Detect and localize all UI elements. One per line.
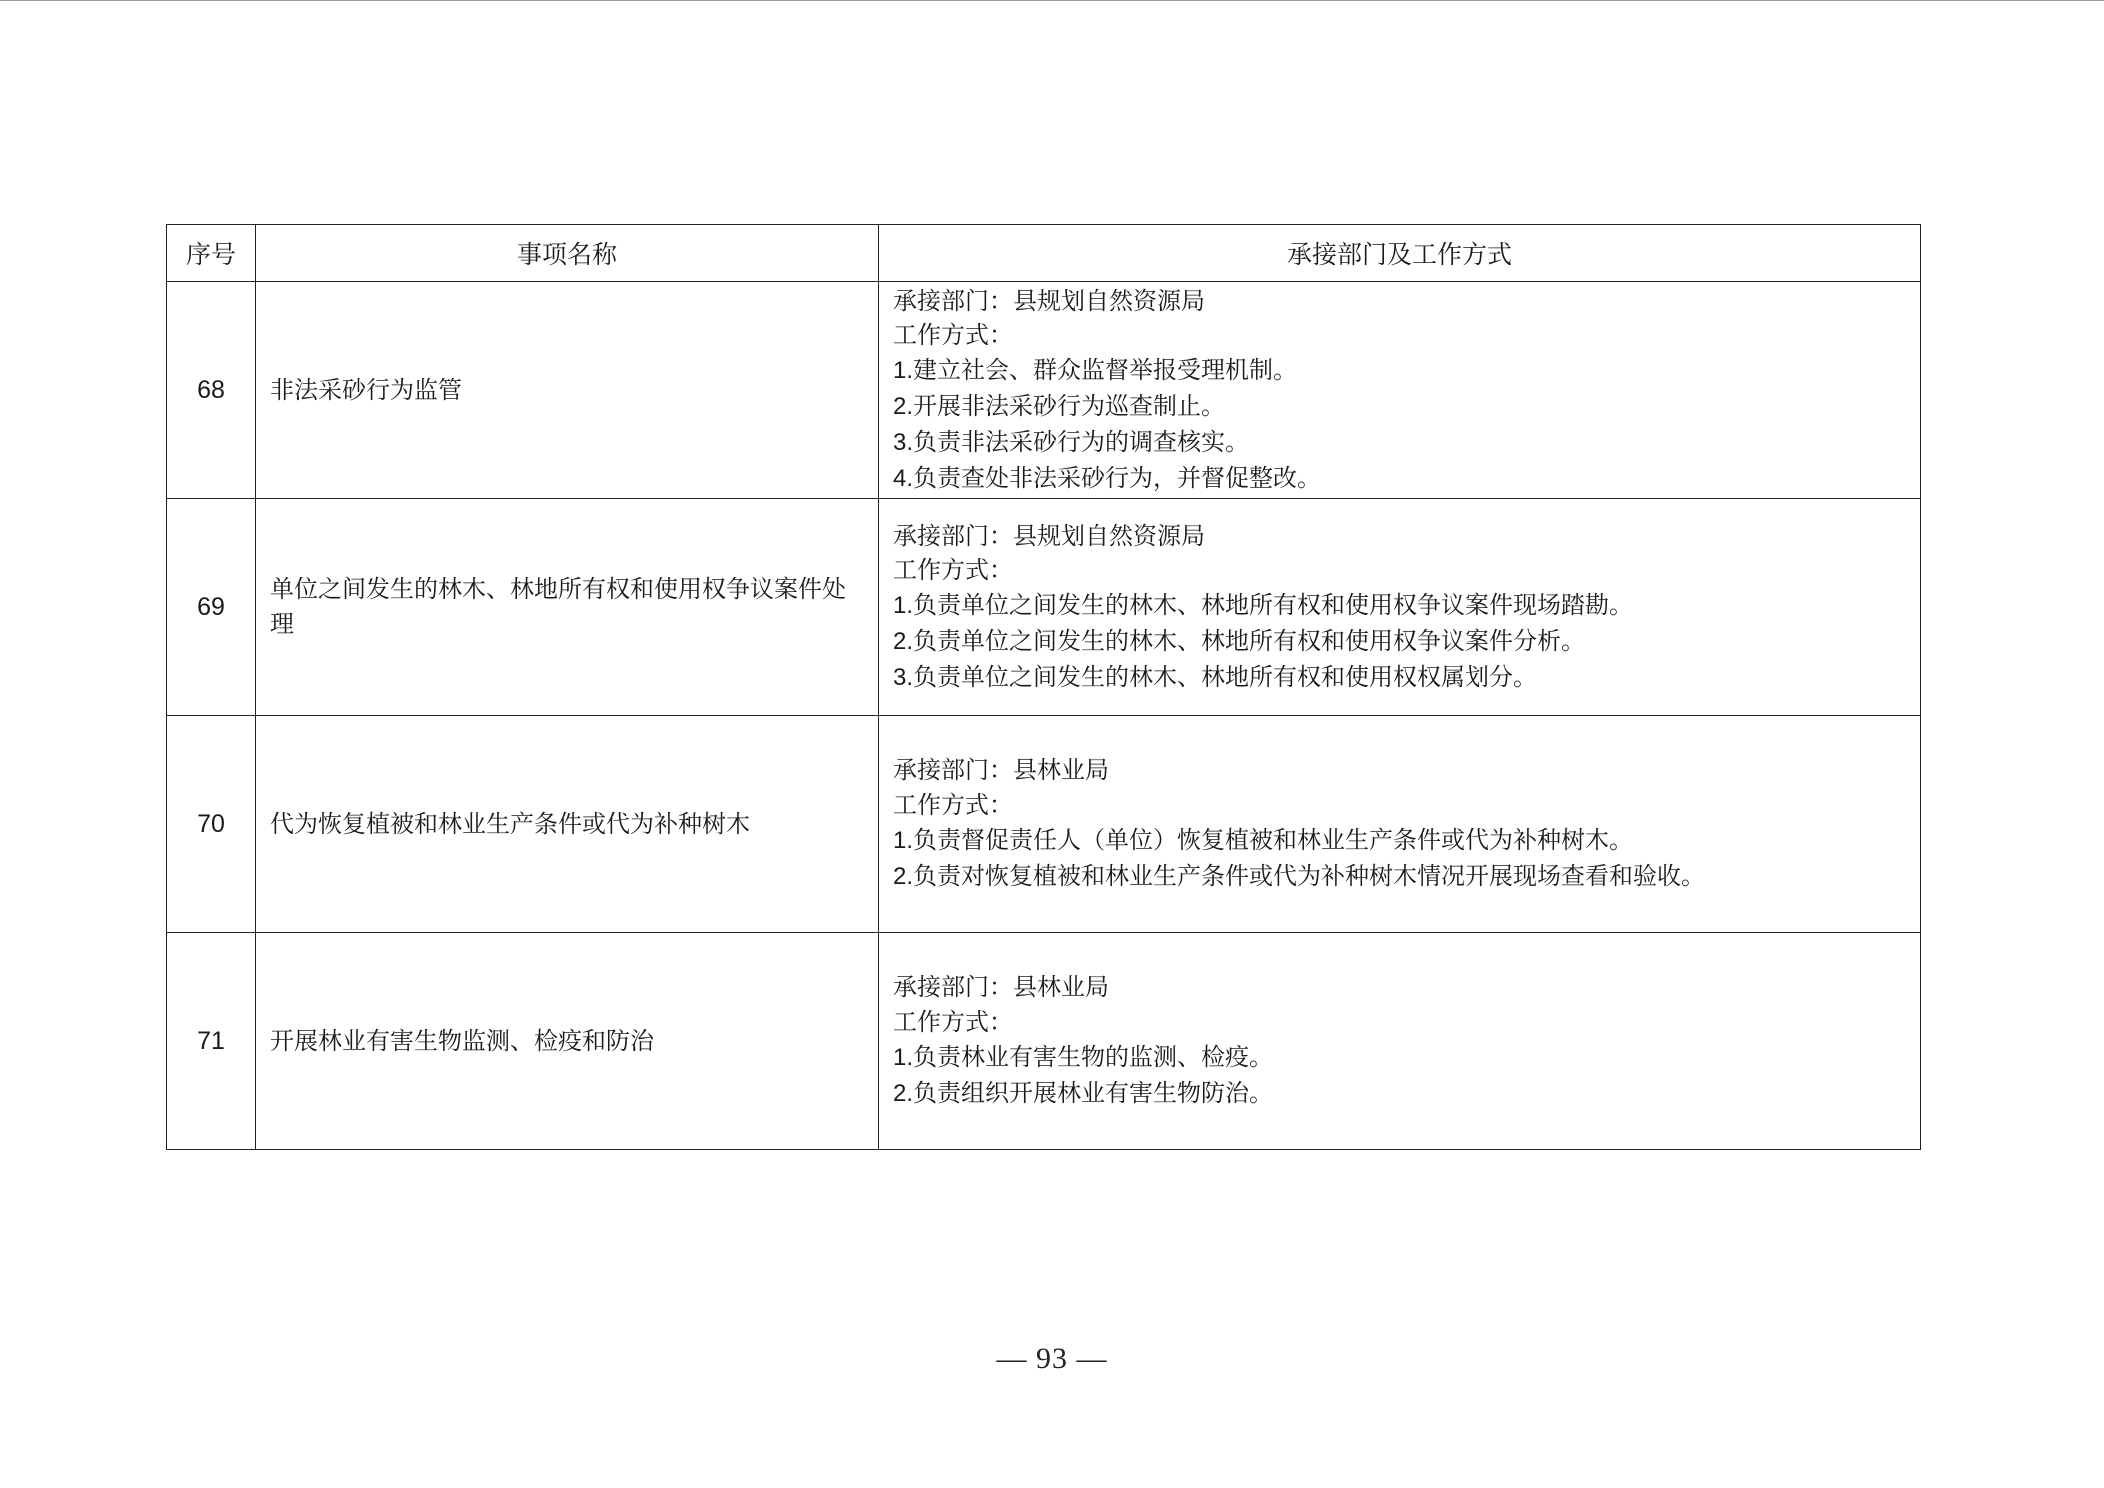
method-item xyxy=(893,624,1910,660)
method-item xyxy=(893,425,1910,461)
method-item-index: 1. xyxy=(893,357,914,385)
method-item-index: 3. xyxy=(893,663,914,691)
method-item xyxy=(893,389,1910,425)
method-item-text: 开展非法采砂行为巡查制止。 xyxy=(913,392,1226,420)
row-department-method xyxy=(879,716,1921,933)
row-serial-number: 69 xyxy=(167,499,256,716)
row-item-name: 开展林业有害生物监测、检疫和防治 xyxy=(256,933,879,1150)
method-item xyxy=(893,859,1910,895)
row-item-name: 单位之间发生的林木、林地所有权和使用权争议案件处理 xyxy=(256,499,879,716)
method-item-index: 2. xyxy=(893,393,914,420)
method-item xyxy=(893,1040,1910,1076)
header-department-method: 承接部门及工作方式 xyxy=(879,225,1921,282)
department-line: 承接部门：县林业局 xyxy=(893,973,1109,1002)
method-label: 工作方式： xyxy=(893,1008,1013,1037)
method-item xyxy=(893,823,1910,859)
row-serial-number: 70 xyxy=(167,716,256,933)
department-line: 承接部门：县规划自然资源局 xyxy=(893,521,1205,550)
method-item-text: 负责单位之间发生的林木、林地所有权和使用权争议案件分析。 xyxy=(913,626,1586,655)
header-item-name: 事项名称 xyxy=(256,225,879,282)
method-item-text: 负责单位之间发生的林木、林地所有权和使用权争议案件现场踏勘。 xyxy=(913,591,1634,620)
table-row xyxy=(167,499,1921,716)
method-item-index: 2. xyxy=(893,1079,914,1107)
page-number: — 93 — xyxy=(996,1342,1108,1375)
method-item-index: 4. xyxy=(893,464,914,492)
method-item-index: 2. xyxy=(893,627,914,655)
table-header-row xyxy=(167,225,1921,282)
method-item-index: 3. xyxy=(893,428,914,456)
row-item-name: 非法采砂行为监管 xyxy=(256,282,879,499)
method-item-text: 负责单位之间发生的林木、林地所有权和使用权权属划分。 xyxy=(913,662,1538,691)
page-top-border xyxy=(0,0,2104,1)
method-item-text: 负责林业有害生物的监测、检疫。 xyxy=(913,1043,1274,1071)
table-row xyxy=(167,282,1921,499)
method-item-text: 负责组织开展林业有害生物防治。 xyxy=(913,1078,1274,1107)
method-item xyxy=(893,353,1910,389)
method-item xyxy=(893,461,1910,497)
method-item-text: 负责查处非法采砂行为，并督促整改。 xyxy=(913,463,1322,492)
method-item-index: 1. xyxy=(893,827,914,854)
header-serial-number: 序号 xyxy=(167,225,256,282)
row-serial-number: 71 xyxy=(167,933,256,1150)
row-department-method xyxy=(879,933,1921,1150)
table-row xyxy=(167,933,1921,1150)
assignment-table xyxy=(166,224,1921,1150)
row-item-name: 代为恢复植被和林业生产条件或代为补种树木 xyxy=(256,716,879,933)
row-department-method xyxy=(879,282,1921,499)
department-line: 承接部门：县林业局 xyxy=(893,756,1109,785)
table-row xyxy=(167,716,1921,933)
method-item-text: 负责对恢复植被和林业生产条件或代为补种树木情况开展现场查看和验收。 xyxy=(913,861,1706,890)
method-label: 工作方式： xyxy=(893,791,1013,820)
method-item-text: 建立社会、群众监督举报受理机制。 xyxy=(913,356,1298,385)
method-item-text: 负责督促责任人（单位）恢复植被和林业生产条件或代为补种树木。 xyxy=(913,826,1634,854)
method-label: 工作方式： xyxy=(893,556,1013,585)
method-item-text: 负责非法采砂行为的调查核实。 xyxy=(913,427,1250,456)
method-item xyxy=(893,660,1910,696)
method-item-index: 1. xyxy=(893,1044,914,1071)
row-serial-number: 68 xyxy=(167,282,256,499)
method-label: 工作方式： xyxy=(893,321,1013,350)
method-item xyxy=(893,588,1910,624)
method-item-index: 1. xyxy=(893,592,914,620)
method-item-index: 2. xyxy=(893,862,914,890)
department-line: 承接部门：县规划自然资源局 xyxy=(893,286,1205,315)
method-item xyxy=(893,1076,1910,1112)
row-department-method xyxy=(879,499,1921,716)
